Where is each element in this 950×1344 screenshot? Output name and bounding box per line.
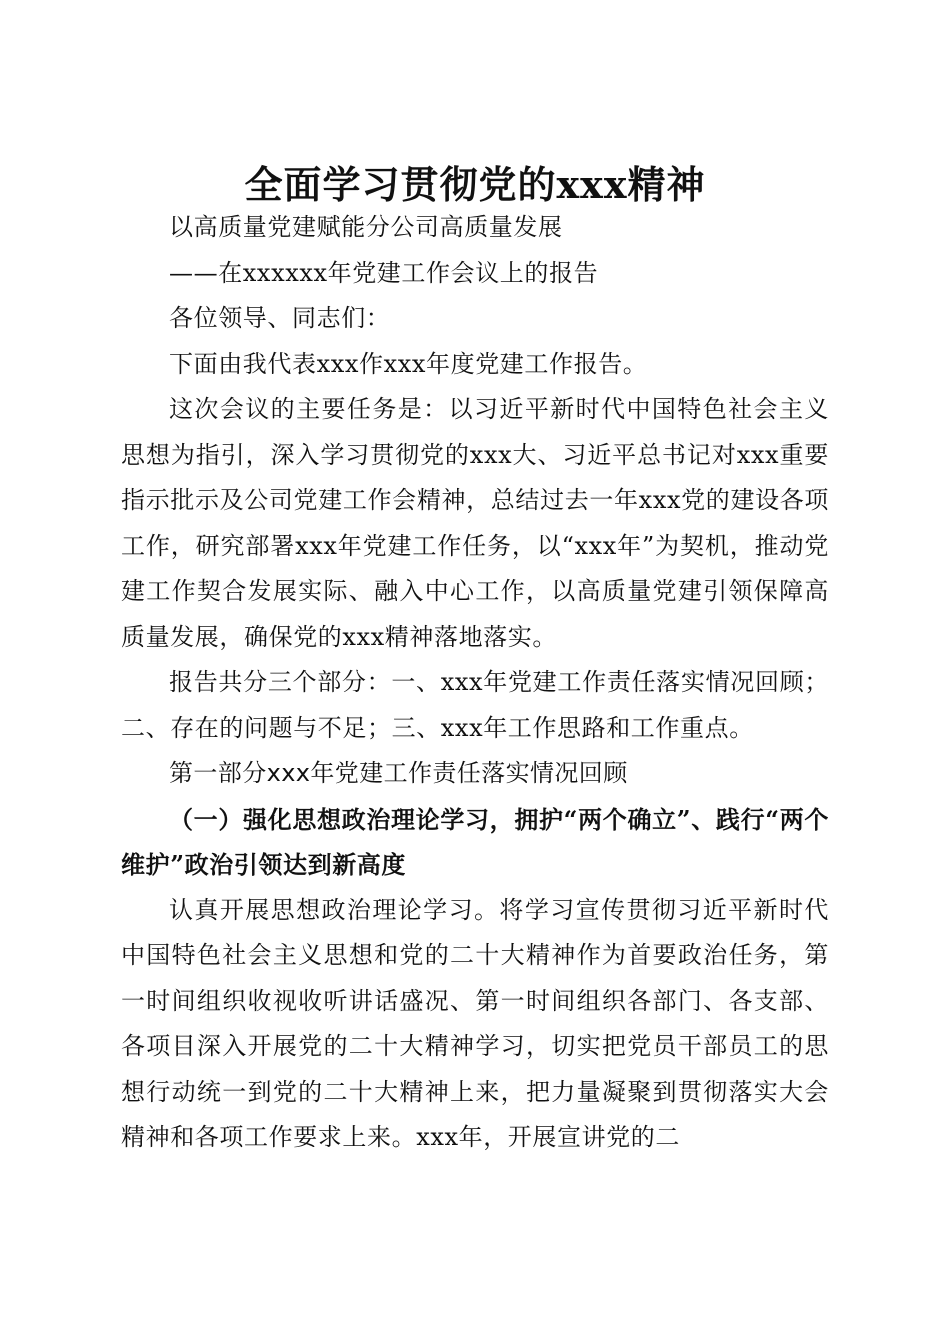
paragraph: 报告共分三个部分：一、xxx年党建工作责任落实情况回顾；二、存在的问题与不足；三、xxx年工作思路和工作重点。 bbox=[121, 668, 829, 742]
section-heading: （一）强化思想政治理论学习，拥护“两个确立”、践行“两个维护”政治引领达到新高度 bbox=[121, 804, 829, 879]
report-line: ——在xxxxxx年党建工作会议上的报告 bbox=[169, 258, 599, 287]
paragraph: 认真开展思想政治理论学习。将学习宣传贯彻习近平新时代中国特色社会主义思想和党的二十大精神作为首要政治任务，第一时间组织收视收听讲话盛况、第一时间组织各部门、各支部、各项目深入开展党的二十大精神学习，切实把党员干部员工的思想行动统一到党的二十大精神上来，把力量凝聚到贯彻落实大会精神和各项工作要求上来。xxx年，开展宣讲党的二 bbox=[121, 895, 829, 1151]
document-body bbox=[121, 205, 829, 1161]
part-heading: 第一部分xxx年党建工作责任落实情况回顾 bbox=[169, 759, 628, 787]
document-title: 全面学习贯彻党的xxx精神 bbox=[244, 162, 706, 208]
document-subtitle: 以高质量党建赋能分公司高质量发展 bbox=[169, 213, 563, 241]
salutation: 各位领导、同志们： bbox=[169, 304, 391, 332]
paragraph: 这次会议的主要任务是：以习近平新时代中国特色社会主义思想为指引，深入学习贯彻党的xxx大、习近平总书记对xxx重要指示批示及公司党建工作会精神，总结过去一年xxx党的建设各项工作，研究部署xxx年党建工作任务，以“xxx年”为契机，推动党建工作契合发展实际、融入中心工作，以高质量党建引领保障高质量发展，确保党的xxx精神落地落实。 bbox=[121, 395, 829, 651]
paragraph: 下面由我代表xxx作xxx年度党建工作报告。 bbox=[169, 349, 648, 378]
